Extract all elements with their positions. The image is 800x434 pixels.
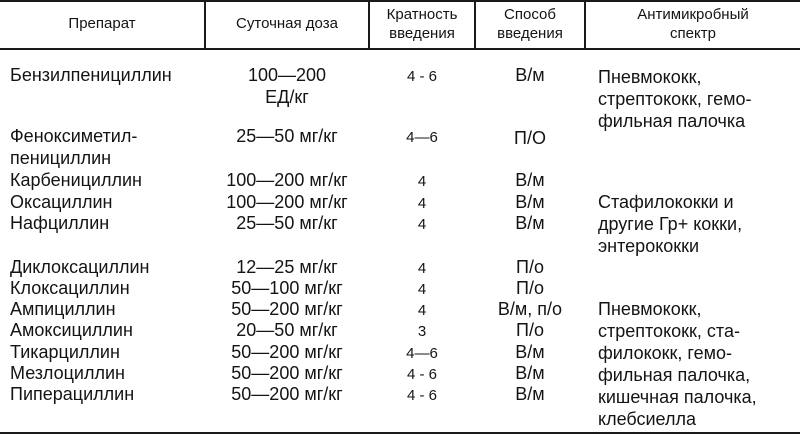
table-row-drug: [10, 125, 137, 169]
header-route-line2: введения: [497, 25, 563, 42]
table-row-frequency: 4: [417, 260, 427, 277]
table-row-dose: 50—100 мг/кг: [231, 278, 343, 298]
table-row-drug: Клоксациллин: [10, 278, 130, 298]
table-row-dose: 50—200 мг/кг: [231, 299, 343, 319]
table-row-route: П/о: [516, 278, 544, 298]
header-frequency-line2: введения: [389, 25, 455, 42]
header-route: [476, 5, 584, 43]
table-row-route: В/м: [515, 384, 545, 404]
table-row-dose: 100—200 мг/кг: [226, 192, 348, 212]
table-row-dose: 25—50 мг/кг: [236, 126, 338, 146]
table-row-route: П/о: [516, 320, 544, 340]
table-row-drug: Амоксициллин: [10, 320, 133, 340]
spectrum-line: стрептококк, гемо-: [598, 89, 752, 109]
table-row-frequency: 4 - 6: [406, 68, 437, 85]
table-row-route: В/м: [515, 342, 545, 362]
spectrum-line: кишечная палочка,: [598, 387, 757, 407]
spectrum-line: Пневмококк,: [598, 299, 702, 319]
table-row-frequency: 4: [417, 173, 427, 190]
table-top-border: [0, 0, 800, 2]
spectrum-line: Стафилококки и: [598, 192, 734, 212]
table-row-dose: 50—200 мг/кг: [231, 384, 343, 404]
header-spectrum-line2: спектр: [670, 25, 716, 42]
table-row-frequency: 4: [417, 216, 427, 233]
spectrum-group: [598, 66, 751, 132]
drug-line: пенициллин: [10, 148, 112, 168]
table-row-dose: 20—50 мг/кг: [236, 320, 338, 340]
spectrum-line: энтерококки: [598, 236, 700, 256]
table-row-dose: [206, 64, 368, 108]
table-row-drug: Бензилпенициллин: [10, 65, 172, 85]
table-row-route: В/м, п/о: [497, 299, 563, 319]
table-row-route: В/м: [515, 213, 545, 233]
header-dose: Суточная доза: [236, 15, 338, 32]
table-row-frequency: 4: [417, 195, 427, 212]
drug-line: Феноксиметил-: [10, 126, 138, 146]
header-frequency: [370, 5, 474, 43]
spectrum-line: другие Гр+ кокки,: [598, 214, 743, 234]
spectrum-line: Пневмококк,: [598, 67, 702, 87]
table-row-frequency: 4—6: [406, 129, 438, 146]
spectrum-line: фильная палочка: [598, 111, 746, 131]
spectrum-line: фильная палочка,: [598, 365, 751, 385]
table-row-drug: Карбенициллин: [10, 170, 142, 190]
table-row-frequency: 4: [417, 302, 427, 319]
table-row-frequency: 3: [417, 323, 427, 340]
table-row-frequency: 4: [417, 281, 427, 298]
spectrum-line: стрептококк, ста-: [598, 321, 740, 341]
spectrum-group: [598, 191, 742, 257]
table-header-bottom-border: [0, 48, 800, 50]
table-row-dose: 25—50 мг/кг: [236, 213, 338, 233]
header-route-line1: Способ: [504, 6, 556, 23]
table-row-drug: Тикарциллин: [10, 342, 120, 362]
spectrum-line: филококк, гемо-: [598, 343, 732, 363]
table-row-route: П/о: [516, 257, 544, 277]
dose-line: 100—200: [247, 65, 327, 85]
table-row-drug: Оксациллин: [10, 192, 113, 212]
table-row-route: В/м: [515, 170, 545, 190]
table-row-drug: Мезлоциллин: [10, 363, 125, 383]
table-row-frequency: 4—6: [406, 345, 438, 362]
spectrum-group: [598, 298, 757, 430]
table-row-dose: 50—200 мг/кг: [231, 363, 343, 383]
header-drug: Препарат: [68, 15, 136, 32]
header-spectrum: [586, 5, 800, 43]
table-row-route: В/м: [515, 192, 545, 212]
dose-line: ЕД/кг: [265, 87, 309, 107]
table-row-dose: 12—25 мг/кг: [236, 257, 338, 277]
table-row-drug: Ампициллин: [10, 299, 116, 319]
table-row-dose: 100—200 мг/кг: [226, 170, 348, 190]
table-row-drug: Диклоксациллин: [10, 257, 150, 277]
table-row-drug: Нафциллин: [10, 213, 110, 233]
table-row-route: П/О: [514, 128, 546, 148]
table-row-frequency: 4 - 6: [406, 366, 437, 383]
table-row-route: В/м: [515, 363, 545, 383]
table-row-dose: 50—200 мг/кг: [231, 342, 343, 362]
header-spectrum-line1: Антимикробный: [637, 6, 749, 23]
table-row-drug: Пиперациллин: [10, 384, 135, 404]
table-row-frequency: 4 - 6: [406, 387, 437, 404]
header-frequency-line1: Кратность: [386, 6, 458, 23]
table-row-route: В/м: [515, 65, 545, 85]
spectrum-line: клебсиелла: [598, 409, 696, 429]
